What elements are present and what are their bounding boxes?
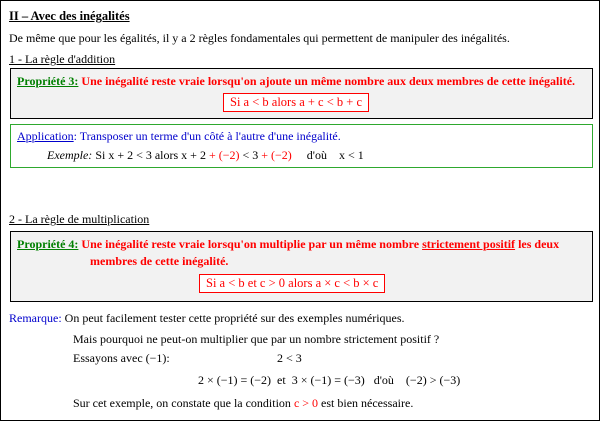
application-example — [47, 148, 364, 163]
property-4-formula: Si a < b et c > 0 alors a × c < b × c — [199, 274, 385, 293]
remark-condition: c > 0 — [293, 396, 319, 410]
property-3-formula: Si a < b alors a + c < b + c — [223, 93, 369, 112]
remark-line-4: 2 × (−1) = (−2) et 3 × (−1) = (−3) d'où (−2) > (−3) — [198, 373, 461, 387]
multiplication-rule-heading: 2 - La règle de multiplication — [9, 212, 150, 226]
remark-text-1: On peut facilement tester cette propriété sur des exemples numériques. — [64, 311, 405, 325]
example-part-2: < 3 — [239, 148, 259, 162]
example-part-1: Si x + 2 < 3 alors x + 2 — [95, 148, 206, 162]
property-3-text: Une inégalité reste vraie lorsqu'on ajoute un même nombre aux deux membres de cette inégalité. — [81, 74, 576, 88]
remark-line-3-inequality: 2 < 3 — [277, 351, 302, 365]
property-4-box — [10, 231, 593, 302]
remark-line-5 — [73, 396, 413, 411]
application-box — [10, 124, 593, 168]
addition-rule-heading: 1 - La règle d'addition — [9, 52, 116, 66]
example-part-3: d'où x < 1 — [291, 148, 364, 162]
property-4-statement — [17, 237, 559, 252]
section-title: II – Avec des inégalités — [9, 9, 130, 23]
application-statement — [17, 129, 341, 144]
property-4-text-a: Une inégalité reste vraie lorsqu'on multiplie par un même nombre — [81, 237, 423, 251]
intro-text: De même que pour les égalités, il y a 2 règles fondamentales qui permettent de manipuler des inégalités. — [9, 31, 510, 45]
remark-line-5-b: est bien nécessaire. — [318, 396, 414, 410]
remark-label: Remarque: — [9, 311, 62, 325]
remark-line-2: Mais pourquoi ne peut-on multiplier que par un nombre strictement positif ? — [73, 332, 440, 346]
property-3-box — [10, 68, 593, 119]
remark-line-1 — [9, 311, 405, 326]
remark-line-3: Essayons avec (−1): — [73, 351, 170, 365]
example-label: Exemple: — [47, 148, 93, 162]
application-text: : Transposer un terme d'un côté à l'autre d'une inégalité. — [73, 129, 341, 143]
property-4-text-line-2: membres de cette inégalité. — [90, 254, 229, 268]
property-4-label: Propriété 4: — [17, 237, 79, 251]
property-3-statement — [17, 74, 575, 89]
property-3-label: Propriété 3: — [17, 74, 79, 88]
example-red-1: + (−2) — [205, 148, 240, 162]
application-label: Application — [17, 129, 74, 143]
property-4-text-underlined: strictement positif — [422, 237, 516, 251]
remark-line-5-a: Sur cet exemple, on constate que la condition — [73, 396, 294, 410]
example-red-2: + (−2) — [258, 148, 292, 162]
property-4-text-b: les deux — [515, 237, 560, 251]
